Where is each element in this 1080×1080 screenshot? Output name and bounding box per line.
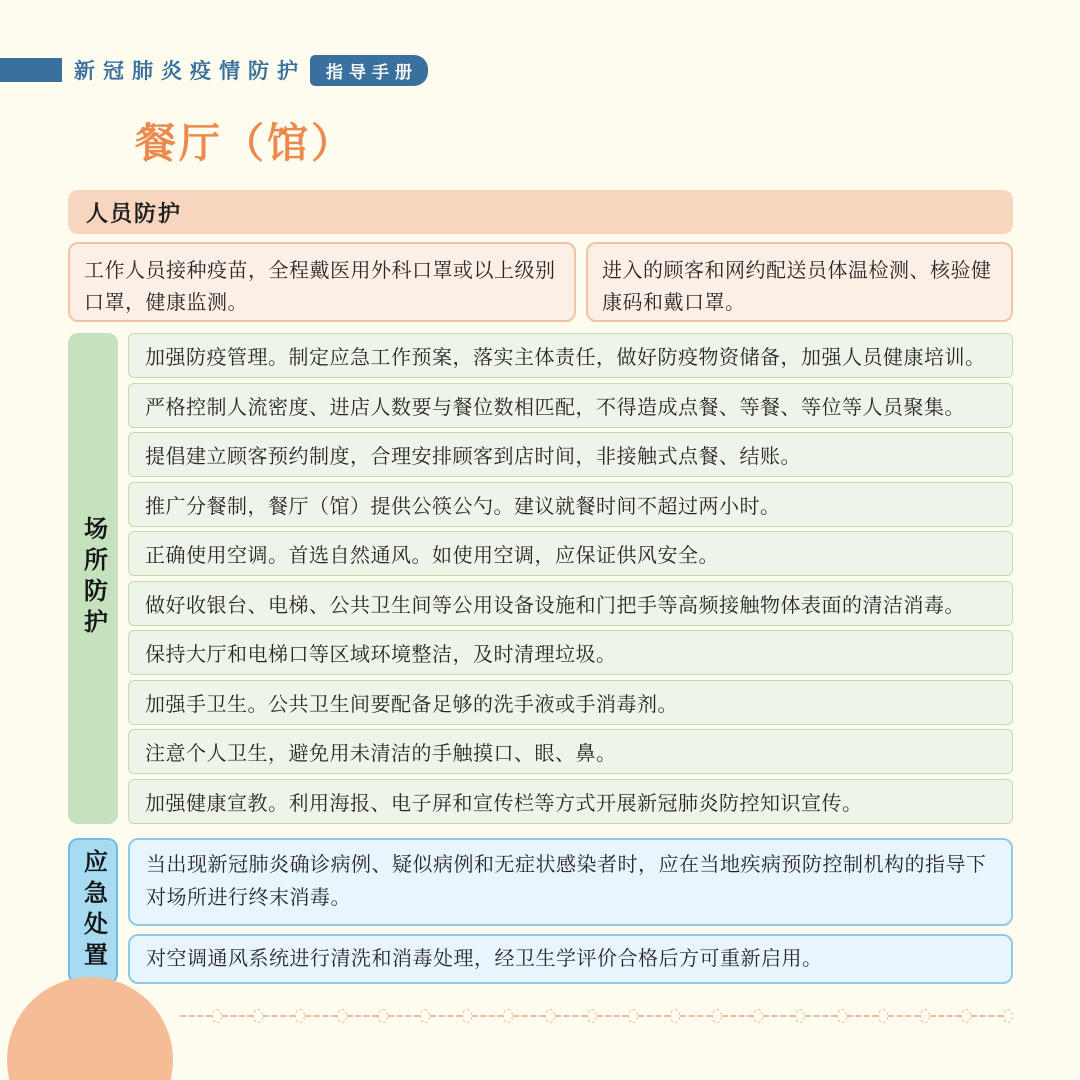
oval-outline-icon bbox=[1003, 1009, 1013, 1023]
sidebar-venue-protection: 场所防护 bbox=[68, 333, 118, 824]
dash-segment bbox=[555, 1015, 587, 1017]
guideline-item: 做好收银台、电梯、公共卫生间等公用设备设施和门把手等高频接触物体表面的清洁消毒。 bbox=[128, 581, 1013, 626]
oval-outline-icon bbox=[253, 1009, 263, 1023]
dash-segment bbox=[930, 1015, 962, 1017]
dash-segment bbox=[180, 1015, 212, 1017]
dash-segment bbox=[722, 1015, 754, 1017]
section-emergency-response bbox=[68, 838, 1013, 984]
oval-outline-icon bbox=[503, 1009, 513, 1023]
oval-outline-icon bbox=[837, 1009, 847, 1023]
dash-segment bbox=[763, 1015, 795, 1017]
oval-outline-icon bbox=[878, 1009, 888, 1023]
section-header-personnel: 人员防护 bbox=[68, 190, 1013, 234]
dash-segment bbox=[430, 1015, 462, 1017]
oval-outline-icon bbox=[462, 1009, 472, 1023]
oval-outline-icon bbox=[545, 1009, 555, 1023]
footer-dashed-chain-decoration bbox=[180, 1008, 1013, 1024]
dash-segment bbox=[971, 1015, 1003, 1017]
header-accent-bar bbox=[0, 58, 62, 82]
oval-outline-icon bbox=[795, 1009, 805, 1023]
oval-outline-icon bbox=[295, 1009, 305, 1023]
oval-outline-icon bbox=[920, 1009, 930, 1023]
sidebar-emergency-response: 应急处置 bbox=[68, 838, 118, 984]
oval-outline-icon bbox=[212, 1009, 222, 1023]
guideline-item: 对空调通风系统进行清洗和消毒处理，经卫生学评价合格后方可重新启用。 bbox=[128, 934, 1013, 984]
guideline-item: 注意个人卫生，避免用未清洁的手触摸口、眼、鼻。 bbox=[128, 729, 1013, 774]
guideline-item: 推广分餐制，餐厅（馆）提供公筷公勺。建议就餐时间不超过两小时。 bbox=[128, 482, 1013, 527]
dash-segment bbox=[805, 1015, 837, 1017]
oval-outline-icon bbox=[587, 1009, 597, 1023]
dash-segment bbox=[263, 1015, 295, 1017]
emergency-items-list bbox=[128, 838, 1013, 984]
dash-segment bbox=[222, 1015, 254, 1017]
dash-segment bbox=[347, 1015, 379, 1017]
oval-outline-icon bbox=[420, 1009, 430, 1023]
dash-segment bbox=[847, 1015, 879, 1017]
venue-items-list bbox=[128, 333, 1013, 824]
guideline-item: 保持大厅和电梯口等区域环境整洁，及时清理垃圾。 bbox=[128, 630, 1013, 675]
guideline-item: 加强手卫生。公共卫生间要配备足够的洗手液或手消毒剂。 bbox=[128, 680, 1013, 725]
oval-outline-icon bbox=[378, 1009, 388, 1023]
dash-segment bbox=[680, 1015, 712, 1017]
guideline-item: 进入的顾客和网约配送员体温检测、核验健康码和戴口罩。 bbox=[586, 242, 1013, 322]
corner-circle-decoration bbox=[7, 977, 173, 1080]
dash-segment bbox=[388, 1015, 420, 1017]
guideline-item: 正确使用空调。首选自然通风。如使用空调，应保证供风安全。 bbox=[128, 531, 1013, 576]
guideline-item: 当出现新冠肺炎确诊病例、疑似病例和无症状感染者时，应在当地疾病预防控制机构的指导下对场所进行终末消毒。 bbox=[128, 838, 1013, 926]
dash-segment bbox=[513, 1015, 545, 1017]
oval-outline-icon bbox=[337, 1009, 347, 1023]
dash-segment bbox=[597, 1015, 629, 1017]
header-brand-strip bbox=[0, 56, 428, 84]
section-personnel-protection bbox=[68, 190, 1013, 322]
oval-outline-icon bbox=[961, 1009, 971, 1023]
oval-outline-icon bbox=[712, 1009, 722, 1023]
guideline-item: 加强健康宣教。利用海报、电子屏和宣传栏等方式开展新冠肺炎防控知识宣传。 bbox=[128, 779, 1013, 824]
dash-segment bbox=[888, 1015, 920, 1017]
page-title: 餐厅（馆） bbox=[135, 120, 355, 166]
section-venue-protection bbox=[68, 333, 1013, 824]
dash-segment bbox=[472, 1015, 504, 1017]
series-title: 新冠肺炎疫情防护 bbox=[74, 60, 306, 83]
guideline-item: 加强防疫管理。制定应急工作预案，落实主体责任，做好防疫物资储备，加强人员健康培训。 bbox=[128, 333, 1013, 378]
guideline-item: 提倡建立顾客预约制度，合理安排顾客到店时间，非接触式点餐、结账。 bbox=[128, 432, 1013, 477]
handbook-badge: 指导手册 bbox=[310, 55, 428, 86]
oval-outline-icon bbox=[753, 1009, 763, 1023]
oval-outline-icon bbox=[670, 1009, 680, 1023]
dash-segment bbox=[305, 1015, 337, 1017]
guideline-item: 严格控制人流密度、进店人数要与餐位数相匹配，不得造成点餐、等餐、等位等人员聚集。 bbox=[128, 383, 1013, 428]
guideline-item: 工作人员接种疫苗，全程戴医用外科口罩或以上级别口罩，健康监测。 bbox=[68, 242, 576, 322]
oval-outline-icon bbox=[628, 1009, 638, 1023]
dash-segment bbox=[638, 1015, 670, 1017]
personnel-items-list bbox=[68, 242, 1013, 322]
